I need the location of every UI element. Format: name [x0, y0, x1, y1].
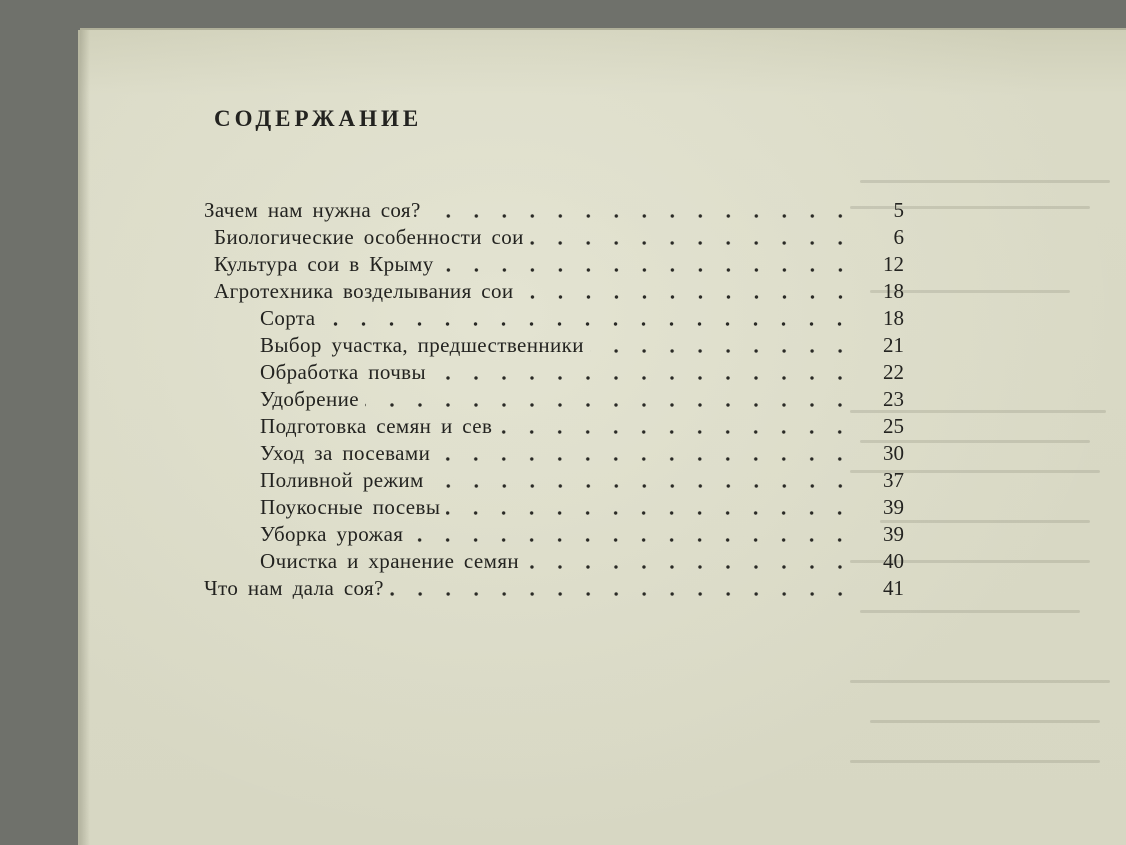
toc-entry-page: 18: [883, 279, 904, 303]
toc-entry-page: 12: [883, 252, 904, 276]
toc-entry-page: 30: [883, 441, 904, 465]
toc-entry: [214, 225, 904, 252]
table-of-contents: [204, 198, 904, 603]
toc-entry-label: Уборка урожая: [260, 522, 404, 546]
toc-entry-page: 6: [893, 225, 904, 249]
toc-leader-dots: [427, 213, 854, 219]
toc-leader-dots: [446, 510, 854, 516]
toc-subentry: [214, 360, 904, 387]
toc-entry-label: Агротехника возделывания сои: [214, 279, 514, 303]
toc-leader-dots: [525, 564, 854, 570]
toc-entry-label: Биологические особенности сои: [214, 225, 524, 249]
toc-entry-page: 22: [883, 360, 904, 384]
toc-subentry: [214, 468, 904, 495]
toc-entry-page: 18: [883, 306, 904, 330]
toc-entry-label: Обработка почвы: [260, 360, 426, 384]
toc-leader-dots: [432, 375, 854, 381]
toc-entry-label: Поливной режим: [260, 468, 424, 492]
toc-entry-label: Подготовка семян и сев: [260, 414, 493, 438]
toc-leader-dots: [430, 483, 854, 489]
toc-entry-page: 25: [883, 414, 904, 438]
toc-entry-label: Очистка и хранение семян: [260, 549, 520, 573]
toc-subentry: [214, 495, 904, 522]
toc-leader-dots: [390, 591, 854, 597]
toc-subentry: [214, 522, 904, 549]
toc-leader-dots: [321, 321, 854, 327]
toc-entry-label: Что нам дала соя?: [204, 576, 384, 600]
toc-entry: [204, 576, 904, 603]
toc-leader-dots: [365, 402, 854, 408]
toc-entry-label: Сорта: [260, 306, 316, 330]
toc-subentry: [214, 414, 904, 441]
toc-subentry: [214, 333, 904, 360]
toc-entry: [214, 279, 904, 306]
book-page: [80, 30, 1126, 845]
toc-entry-label: Поукосные посевы: [260, 495, 441, 519]
toc-entry-page: 23: [883, 387, 904, 411]
toc-subentry: [214, 387, 904, 414]
toc-leader-dots: [520, 294, 854, 300]
toc-entry: [204, 198, 904, 225]
toc-entry-page: 40: [883, 549, 904, 573]
toc-subentry: [214, 441, 904, 468]
toc-entry-page: 41: [883, 576, 904, 600]
toc-subentry: [214, 549, 904, 576]
toc-leader-dots: [436, 456, 854, 462]
toc-entry-page: 37: [883, 468, 904, 492]
toc-leader-dots: [498, 429, 854, 435]
toc-entry-page: 5: [893, 198, 904, 222]
page-title: СОДЕРЖАНИЕ: [214, 106, 423, 131]
toc-leader-dots: [440, 267, 854, 273]
toc-leader-dots: [409, 537, 854, 543]
toc-entry: [214, 252, 904, 279]
toc-entry-label: Зачем нам нужна соя?: [204, 198, 421, 222]
toc-subentry: [214, 306, 904, 333]
toc-entry-label: Удобрение: [260, 387, 360, 411]
toc-entry-page: 21: [883, 333, 904, 357]
toc-entry-page: 39: [883, 522, 904, 546]
toc-leader-dots: [530, 240, 854, 246]
toc-leader-dots: [590, 348, 854, 354]
toc-entry-label: Культура сои в Крыму: [214, 252, 434, 276]
toc-entry-page: 39: [883, 495, 904, 519]
toc-entry-label: Уход за посевами: [260, 441, 431, 465]
toc-entry-label: Выбор участка, предшественники: [260, 333, 584, 357]
